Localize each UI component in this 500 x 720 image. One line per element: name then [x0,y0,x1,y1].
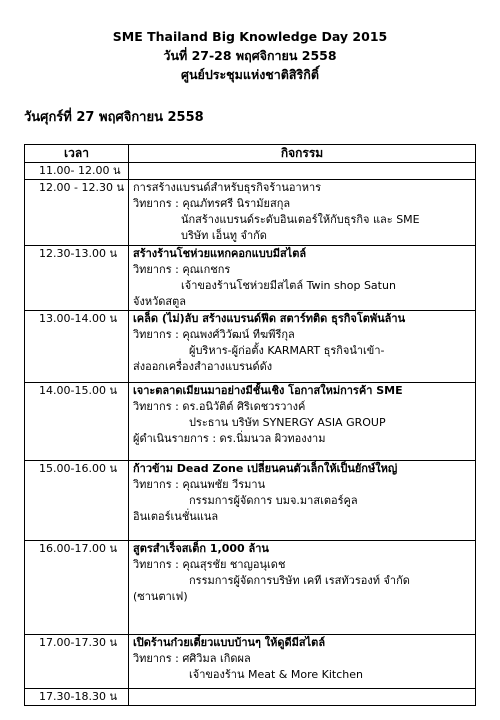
time-cell: 15.00-16.00 น [25,461,129,541]
session-title: เปิดร้านก๋วยเตี๋ยวแบบบ้านๆ ให้ดูดีมีสไตล์ [133,636,326,649]
table-row [25,541,476,635]
activity-cell [129,541,476,635]
table-row [25,461,476,541]
table-row [25,635,476,689]
time-column-header: เวลา [25,145,129,163]
session-title: สูตรสำเร็จสเต็ก 1,000 ล้าน [133,542,269,555]
speaker-brand: (ซานตาเฟ) [133,590,188,603]
table-row [25,180,476,246]
speaker-role: เจ้าของร้าน Meat & More Kitchen [189,668,363,681]
session-title: สร้างร้านโชห่วยแหกคอกแบบมีสไตล์ [133,247,307,260]
speaker-role: เจ้าของร้านโชห่วยมีสไตล์ Twin shop Satun [181,279,396,292]
speaker-role: กรรมการผู้จัดการ บมจ.มาสเตอร์คูล [189,494,358,507]
table-row [25,163,476,180]
session-title: ก้าวข้าม Dead Zone เปลี่ยนคนตัวเล็กให้เป็นยักษ์ใหญ่ [133,462,398,475]
speaker: วิทยากร : คุณภัทรศรี นิรามัยสกุล [133,197,291,210]
speaker-role: กรรมการผู้จัดการบริษัท เคที เรสทัวรองท์ จำกัด [189,574,410,587]
table-row [25,383,476,461]
speaker-company: บริษัท เอ็นทู จำกัด [181,229,267,242]
event-title: SME Thailand Big Knowledge Day 2015 [112,29,388,44]
session-title: การสร้างแบรนด์สำหรับธุรกิจร้านอาหาร [133,181,322,194]
speaker-role-cont: อินเตอร์เนชั่นแนล [133,510,219,523]
time-cell: 12.00 - 12.30 น [25,180,129,246]
table-row [25,311,476,383]
session-title: เจาะตลาดเมียนมาอย่างมีชั้นเชิง โอกาสใหม่การค้า SME [133,384,403,397]
time-cell: 13.00-14.00 น [25,311,129,383]
activity-cell [129,311,476,383]
table-header-row [25,145,476,163]
speaker-location: จังหวัดสตูล [133,295,186,308]
session-title: เคล็ด (ไม่)ลับ สร้างแบรนด์ฟีด สตาร์ทติด ธุรกิจโตพันล้าน [133,312,406,325]
moderator: ผู้ดำเนินรายการ : ดร.นิ่มนวล ผิวทองงาม [133,432,326,445]
time-cell: 12.30-13.00 น [25,246,129,311]
activity-cell [129,383,476,461]
table-row [25,689,476,706]
speaker-role: นักสร้างแบรนด์ระดับอินเตอร์ให้กับธุรกิจ และ SME [181,213,420,226]
speaker-role: ประธาน บริษัท SYNERGY ASIA GROUP [189,416,386,429]
activity-cell [129,180,476,246]
table-row [25,246,476,311]
activity-cell [129,689,476,706]
activity-cell [129,461,476,541]
event-dates: วันที่ 27-28 พฤศจิกายน 2558 [163,48,337,63]
time-cell: 16.00-17.00 น [25,541,129,635]
activity-cell [129,635,476,689]
activity-cell [129,246,476,311]
speaker-role-cont: ส่งออกเครื่องสำอางแบรนด์ดัง [133,360,273,373]
speaker: วิทยากร : คุณเกชกร [133,263,231,276]
day-heading: วันศุกร์ที่ 27 พฤศจิกายน 2558 [24,110,204,125]
speaker: วิทยากร : ศศิวิมล เกิดผล [133,652,251,665]
time-cell: 14.00-15.00 น [25,383,129,461]
activity-column-header: กิจกรรม [129,145,476,163]
speaker: วิทยากร : คุณนพชัย วีรมาน [133,478,266,491]
speaker: วิทยากร : ดร.อนิวัติต์ ศิริเดชวรวางค์ [133,400,306,413]
speaker: วิทยากร : คุณสุรชัย ชาญอนุเดช [133,558,286,571]
activity-cell [129,163,476,180]
time-cell: 11.00- 12.00 น [25,163,129,180]
event-venue: ศูนย์ประชุมแห่งชาติสิริกิติ์ [181,67,319,82]
time-cell: 17.00-17.30 น [25,635,129,689]
speaker: วิทยากร : คุณพงศ์วิวัฒน์ ทีฆพีรีกุล [133,328,295,341]
schedule-table [24,144,476,706]
time-cell: 17.30-18.30 น [25,689,129,706]
speaker-role: ผู้บริหาร-ผู้ก่อตั้ง KARMART ธุรกิจนำเข้า- [189,344,385,357]
